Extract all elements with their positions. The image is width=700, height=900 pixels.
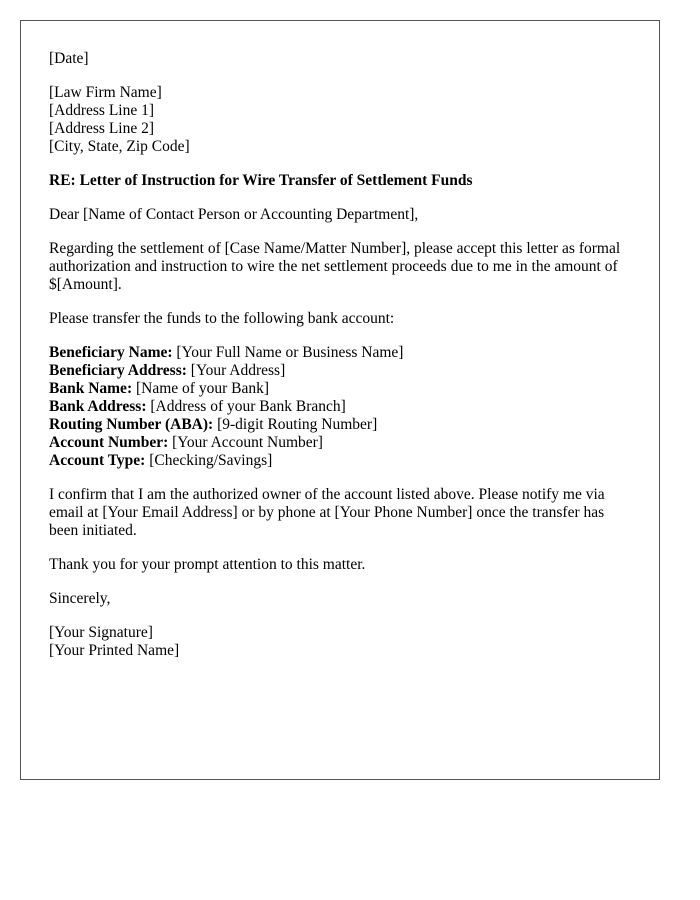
subject-line: RE: Letter of Instruction for Wire Transfer of Settlement Funds [49, 172, 473, 189]
letter-page [20, 20, 660, 780]
recipient-city-state-zip: [City, State, Zip Code] [49, 138, 190, 155]
account-detail-label: Bank Address: [49, 398, 147, 415]
account-detail-account-number [49, 434, 631, 452]
paragraph-transfer-intro: Please transfer the funds to the following bank account: [49, 310, 395, 327]
recipient-address-line-1: [Address Line 1] [49, 102, 155, 119]
paragraph-settlement: Regarding the settlement of [Case Name/Matter Number], please accept this letter as formal authorization and instruction to wire the net settlement proceeds due to me in the amount of $[Amount]. [49, 240, 621, 293]
account-detail-beneficiary-address [49, 362, 631, 380]
account-detail-value: [Your Full Name or Business Name] [172, 344, 404, 361]
account-detail-label: Routing Number (ABA): [49, 416, 214, 433]
paragraph-confirmation: I confirm that I am the authorized owner of the account listed above. Please notify me via email at [Your Email Address] or by phone at [Your Phone Number] once the transfer has been initiated. [49, 486, 605, 539]
account-detail-beneficiary-name [49, 344, 631, 362]
account-detail-value: [Address of your Bank Branch] [146, 398, 346, 415]
signature: [Your Signature] [49, 624, 153, 641]
account-detail-label: Beneficiary Name: [49, 344, 173, 361]
printed-name: [Your Printed Name] [49, 642, 180, 659]
salutation: Dear [Name of Contact Person or Accounting Department], [49, 206, 419, 223]
account-detail-account-type [49, 452, 631, 470]
account-detail-label: Beneficiary Address: [49, 362, 187, 379]
account-detail-label: Account Number: [49, 434, 169, 451]
recipient-address-line-2: [Address Line 2] [49, 120, 155, 137]
recipient-firm: [Law Firm Name] [49, 84, 162, 101]
account-detail-value: [Your Account Number] [168, 434, 323, 451]
account-detail-routing-number [49, 416, 631, 434]
date-line [49, 50, 631, 68]
account-detail-bank-address [49, 398, 631, 416]
account-details [49, 344, 631, 470]
signature-block [49, 624, 631, 660]
account-detail-label: Account Type: [49, 452, 146, 469]
account-detail-bank-name [49, 380, 631, 398]
account-detail-value: [Checking/Savings] [145, 452, 273, 469]
closing: Sincerely, [49, 590, 111, 607]
account-detail-value: [Name of your Bank] [132, 380, 269, 397]
paragraph-thanks: Thank you for your prompt attention to this matter. [49, 556, 366, 573]
account-detail-value: [Your Address] [186, 362, 286, 379]
recipient-address [49, 84, 631, 156]
account-detail-label: Bank Name: [49, 380, 133, 397]
date: [Date] [49, 50, 89, 67]
account-detail-value: [9-digit Routing Number] [213, 416, 378, 433]
